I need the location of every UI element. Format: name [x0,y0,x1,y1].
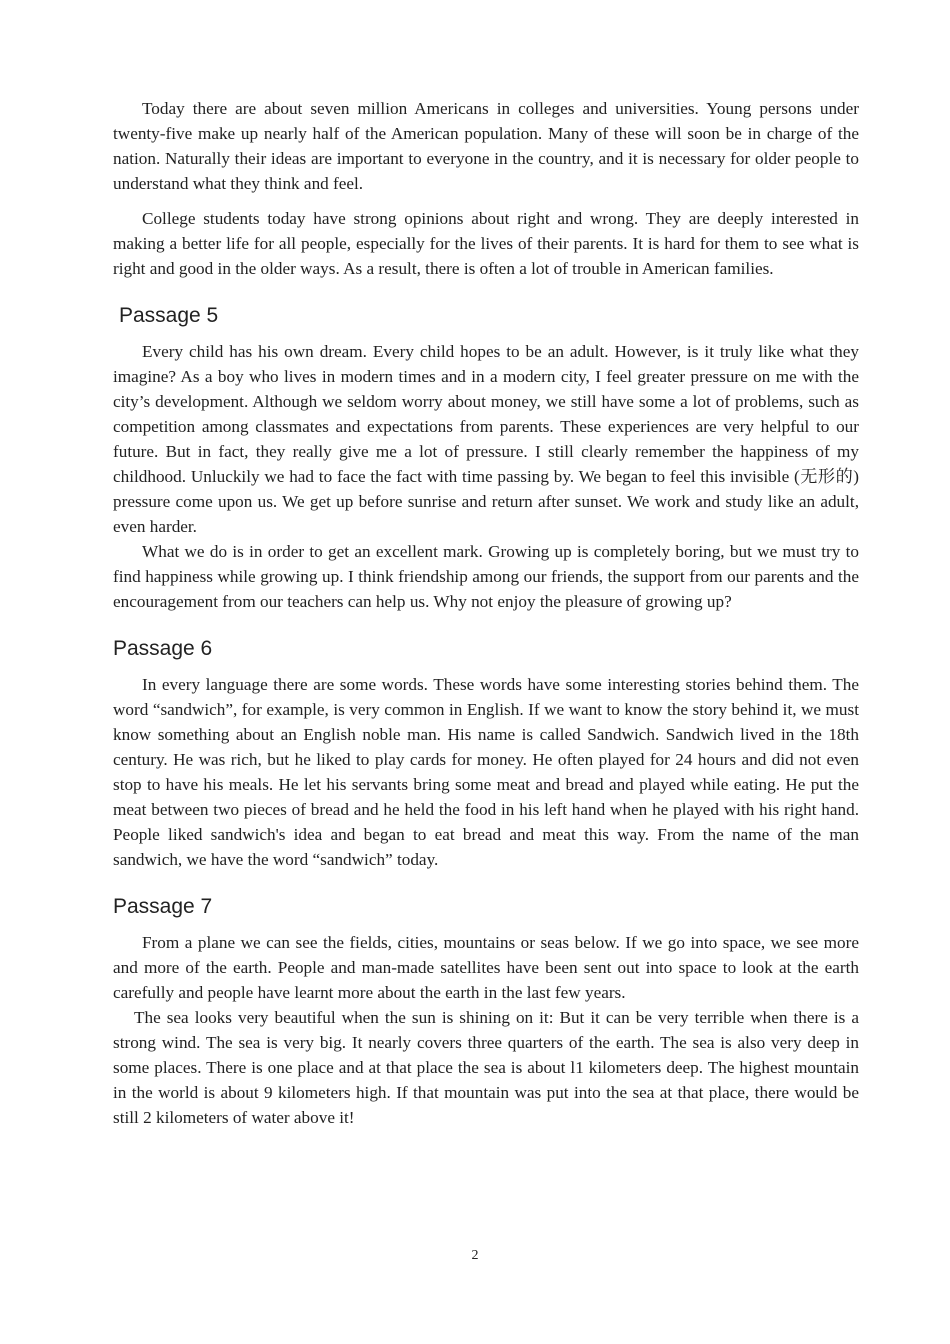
intro-paragraph-1: Today there are about seven million Americans in colleges and universities. Young persons under twenty-five make up nearly half of the American population. Many of these will soon be in charge of the nation. Naturally their ideas are important to everyone in the country, and it is necessary for older people to understand what they think and feel. [113,99,859,193]
passage-7-heading: Passage 7 [113,895,213,918]
passage-7-paragraph-2: The sea looks very beautiful when the sun is shining on it: But it can be very terrible when there is a strong wind. The sea is very big. It nearly covers three quarters of the earth. The sea is also very deep in some places. There is one place and at that place the sea is about l1 kilometers deep. The highest mountain in the world is about 9 kilometers high. If that mountain was put into the sea at that place, there would be still 2 kilometers of water above it! [113,1008,859,1127]
intro-paragraph-2: College students today have strong opinions about right and wrong. They are deeply interested in making a better life for all people, especially for the lives of their parents. It is hard for them to see what is right and good in the older ways. As a result, there is often a lot of trouble in American families. [113,209,859,278]
passage-7-paragraph-1: From a plane we can see the fields, cities, mountains or seas below. If we go into space, we see more and more of the earth. People and man-made satellites have been sent out into space to look at the earth carefully and people have learnt more about the earth in the last few years. [113,933,859,1002]
passage-5-paragraph-2: What we do is in order to get an excellent mark. Growing up is completely boring, but we must try to find happiness while growing up. I think friendship among our friends, the support from our parents and the encouragement from our teachers can help us. Why not enjoy the pleasure of growing up? [113,542,859,611]
passage-5-paragraph-1: Every child has his own dream. Every child hopes to be an adult. However, is it truly like what they imagine? As a boy who lives in modern times and in a modern city, I feel greater pressure on me with the city’s development. Although we seldom worry about money, we still have some a lot of problems, such as competition among classmates and expectations from parents. These experiences are very helpful to our future. But in fact, they really give me a lot of pressure. I still clearly remember the happiness of my childhood. Unluckily we had to face the fact with time passing by. We began to feel this invisible (无形的) pressure come upon us. We get up before sunrise and return after sunset. We work and study like an adult, even harder. [113,342,859,536]
passage-6-paragraph-1: In every language there are some words. These words have some interesting stories behind them. The word “sandwich”, for example, is very common in English. If we want to know the story behind it, we must know something about an English noble man. His name is called Sandwich. Sandwich lived in the 18th century. He was rich, but he liked to play cards for money. He often played for 24 hours and did not even stop to have his meals. He let his servants bring some meat and bread and played while eating. He put the meat between two pieces of bread and he held the food in his left hand when he played with his right hand. People liked sandwich's idea and began to eat bread and meat this way. From the name of the man sandwich, we have the word “sandwich” today. [113,675,859,869]
page-number: 2 [471,1248,479,1263]
passage-5-heading: Passage 5 [119,304,219,327]
passage-6-heading: Passage 6 [113,637,213,660]
page-content [113,96,859,1130]
